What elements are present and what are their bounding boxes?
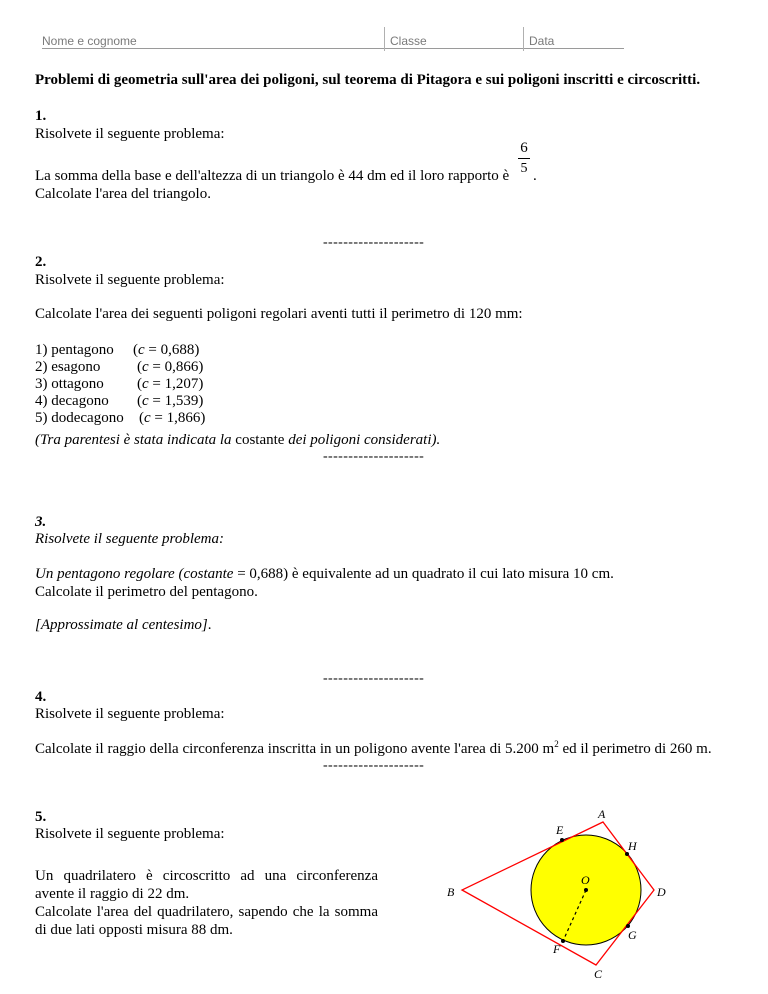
p4-number: 4.: [35, 689, 47, 705]
p2-number: 2.: [35, 254, 47, 270]
p5-paragraph: [35, 867, 378, 939]
page-title: Problemi di geometria sull'area dei poligoni, sul teorema di Pitagora e sui poligoni inscritti e circoscritti.: [35, 72, 701, 88]
p5-intro: Risolvete il seguente problema:: [35, 826, 225, 842]
p2-note-c: dei poligoni considerati).: [284, 432, 441, 448]
p2-note: [35, 431, 440, 449]
p3-line1-a: Un pentagono regolare (costante: [35, 566, 234, 582]
polygon-item-constant: [139, 409, 205, 427]
p3-note-a: [Approssimate al centesimo]: [35, 617, 208, 633]
header-divider-1: [384, 27, 385, 51]
paren-open: (: [137, 359, 142, 375]
label-o: O: [581, 873, 590, 887]
polygon-item-label: 5) dodecagono: [35, 410, 124, 426]
constant-symbol: c: [144, 410, 151, 426]
polygon-item-label: 2) esagono: [35, 359, 101, 375]
p4-line1-a: Calcolate il raggio della circonferenza inscritta in un poligono avente l'area di 5.200 m: [35, 741, 555, 757]
label-h: H: [628, 839, 637, 853]
class-label: Classe: [390, 34, 427, 48]
p1-text-before: La somma della base e dell'altezza di un triangolo è 44 dm ed il loro rapporto è: [35, 168, 510, 184]
p4-line1: [35, 740, 712, 758]
polygon-item-label: 4) decagono: [35, 393, 109, 409]
polygon-item-constant: [133, 341, 199, 359]
label-a: A: [598, 807, 606, 821]
fraction-numerator: 6: [520, 140, 528, 156]
name-label: Nome e cognome: [42, 34, 137, 48]
p5-line-3: Calcolate l'area del quadrilatero, sapendo che la somma: [35, 904, 378, 920]
tangent-point-f: [561, 939, 565, 943]
separator-1: --------------------: [323, 235, 425, 250]
label-b: B: [447, 885, 455, 899]
label-f: F: [553, 942, 561, 956]
p3-line1: [35, 565, 614, 583]
p3-line1-b: = 0,688) è equivalente ad un quadrato il cui lato misura 10 cm.: [233, 566, 614, 582]
constant-value: = 1,539): [148, 393, 204, 409]
constant-value: = 1,866): [150, 410, 206, 426]
constant-symbol: c: [142, 359, 149, 375]
p1-intro: Risolvete il seguente problema:: [35, 126, 225, 142]
label-c: C: [594, 967, 603, 981]
constant-value: = 0,866): [148, 359, 204, 375]
quadrilateral-figure: [440, 804, 680, 994]
paren-open: (: [139, 410, 144, 426]
p5-line-4: di due lati opposti misura 88 dm.: [35, 922, 233, 938]
p1-number: 1.: [35, 108, 47, 124]
constant-symbol: c: [142, 393, 149, 409]
p2-note-a: (Tra parentesi è stata indicata la: [35, 432, 236, 448]
header-underline: [42, 48, 624, 49]
paren-open: (: [137, 376, 142, 392]
separator-4: --------------------: [323, 758, 425, 773]
p3-note: [35, 616, 212, 634]
p2-note-b: costante: [235, 432, 285, 448]
p2-intro: Risolvete il seguente problema:: [35, 272, 225, 288]
p1-line2: Calcolate l'area del triangolo.: [35, 186, 211, 202]
label-e: E: [556, 823, 564, 837]
constant-symbol: c: [138, 342, 145, 358]
header-divider-2: [523, 27, 524, 51]
polygon-item-constant: [137, 358, 203, 376]
date-label: Data: [529, 34, 555, 48]
p5-line-2: avente il raggio di 22 dm.: [35, 886, 190, 902]
p4-superscript: 2: [554, 739, 559, 749]
paren-open: (: [133, 342, 138, 358]
p1-text-after: .: [533, 168, 537, 184]
center-point: [584, 888, 588, 892]
fraction-denominator: 5: [520, 161, 528, 176]
p5-number: 5.: [35, 809, 47, 825]
p2-line1: Calcolate l'area dei seguenti poligoni regolari aventi tutti il perimetro di 120 mm:: [35, 306, 523, 322]
paren-open: (: [137, 393, 142, 409]
fraction-bar: [518, 158, 530, 159]
constant-symbol: c: [142, 376, 149, 392]
label-g: G: [628, 928, 637, 942]
label-d: D: [657, 885, 666, 899]
p4-line1-b: ed il perimetro di 260 m.: [558, 741, 712, 757]
p3-line2: Calcolate il perimetro del pentagono.: [35, 584, 258, 600]
p1-fraction: [518, 139, 530, 178]
constant-value: = 0,688): [144, 342, 200, 358]
polygon-item-label: 3) ottagono: [35, 376, 104, 392]
separator-3: --------------------: [323, 671, 425, 686]
p3-note-b: .: [207, 617, 212, 633]
polygon-item-constant: [137, 392, 203, 410]
constant-value: = 1,207): [148, 376, 204, 392]
polygon-item-constant: [137, 375, 203, 393]
p4-intro: Risolvete il seguente problema:: [35, 706, 225, 722]
p5-line-1: Un quadrilatero è circoscritto ad una circonferenza: [35, 868, 378, 884]
tangent-point-e: [560, 838, 564, 842]
separator-2: --------------------: [323, 449, 425, 464]
p3-number: 3.: [35, 514, 47, 530]
p1-text: [35, 167, 509, 185]
p3-intro: Risolvete il seguente problema:: [35, 531, 224, 547]
polygon-item-label: 1) pentagono: [35, 342, 114, 358]
